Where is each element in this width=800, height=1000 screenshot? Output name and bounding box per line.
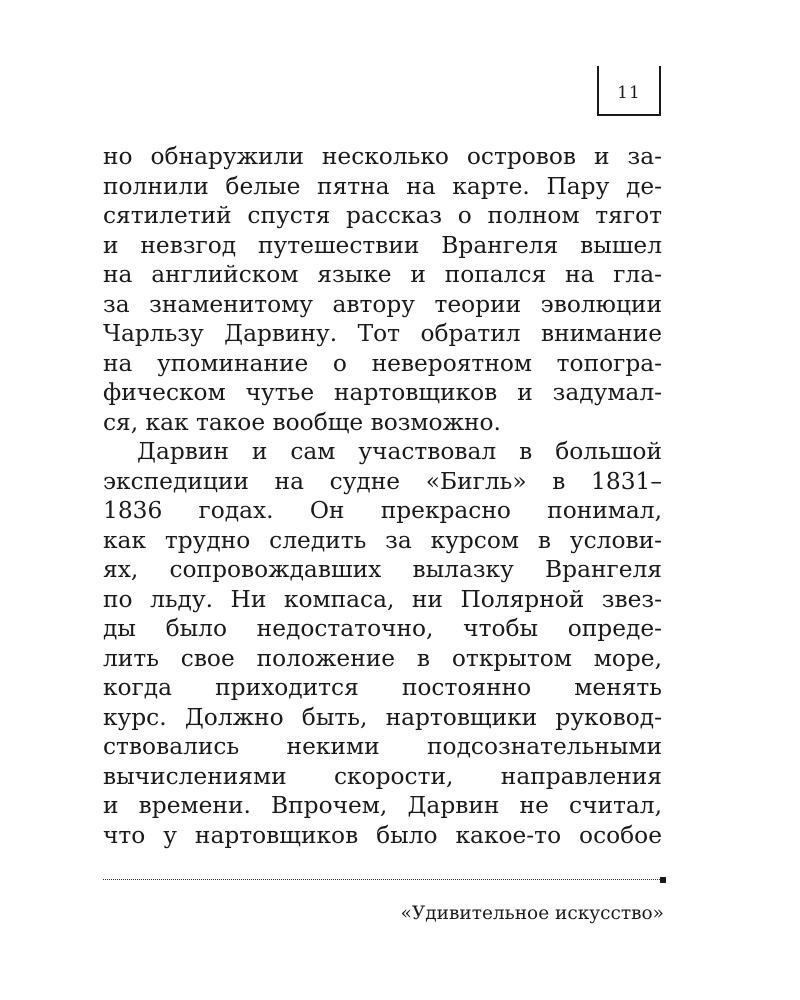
text-line: полнили белые пятна на карте. Пару де- (103, 172, 662, 200)
page-number: 11 (617, 83, 641, 103)
text-line: экспедиции на судне «Бигль» в 1831– (103, 467, 662, 495)
body-text (103, 142, 662, 850)
text-line: лить свое положение в открытом море, (103, 644, 662, 672)
page-number-box (597, 66, 661, 116)
text-line: за знаменитому автору теории эволюции (103, 290, 662, 318)
text-line: 1836 годах. Он прекрасно понимал, (103, 497, 662, 524)
text-line: ях, сопровождавших вылазку Врангеля (103, 556, 662, 583)
text-line: Чарльзу Дарвину. Тот обратил внимание (103, 320, 662, 347)
text-line: когда приходится постоянно менять (103, 674, 662, 701)
text-line: курс. Должно быть, нартовщики руковод- (103, 703, 662, 731)
footer-divider-end-mark (660, 877, 666, 883)
text-line: но обнаружили несколько островов и за- (103, 143, 662, 170)
text-line: фическом чутье нартовщиков и задумал- (103, 379, 662, 406)
text-line: ды было недостаточно, чтобы опреде- (103, 615, 662, 642)
text-line: и времени. Впрочем, Дарвин не считал, (103, 792, 662, 819)
text-line: по льду. Ни компаса, ни Полярной звез- (103, 585, 662, 613)
text-line: и невзгод путешествии Врангеля вышел (103, 231, 662, 259)
text-line: что у нартовщиков было какое-то особое (103, 821, 662, 849)
text-line: на английском языке и попался на гла- (103, 261, 662, 288)
text-line: сятилетий спустя рассказ о полном тягот (103, 202, 662, 229)
text-line: вычислениями скорости, направления (103, 762, 662, 790)
footer-divider (103, 879, 660, 880)
running-footer-title: «Удивительное искусство» (400, 903, 664, 924)
text-line: как трудно следить за курсом в услови- (103, 526, 662, 554)
text-line: ся, как такое вообще возможно. (103, 408, 501, 436)
text-line: ствовались некими подсознательными (103, 733, 662, 760)
text-line: Дарвин и сам участвовал в большой (137, 438, 662, 465)
text-line: на упоминание о невероятном топогра- (103, 349, 662, 377)
